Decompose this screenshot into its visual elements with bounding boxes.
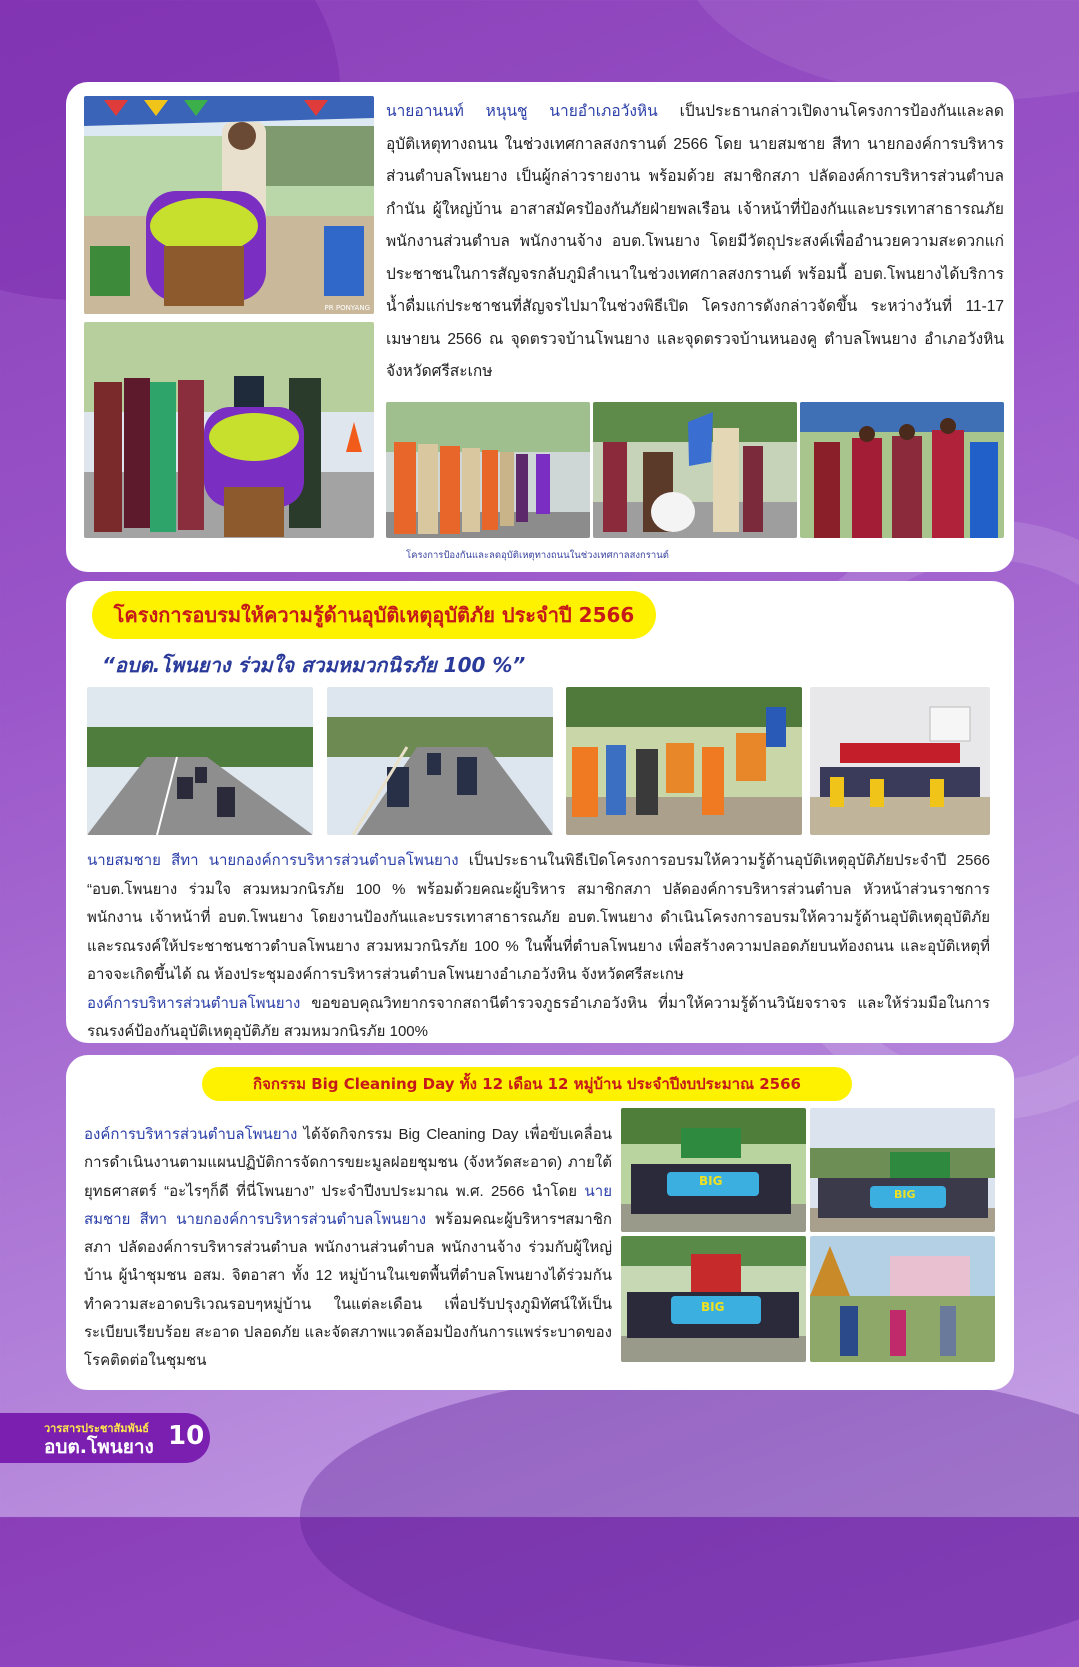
photo-participants-signs: [566, 687, 802, 835]
photo-podium-speech: [84, 96, 374, 314]
section1-paragraph: [386, 96, 1004, 389]
paragraph-text: พร้อมคณะผู้บริหารฯสมาชิกสภา ปลัดองค์การบริหารส่วนตำบล พนักงานส่วนตำบล พนักงานจ้าง ร่วมกับผู้ใหญ่บ้าน ผู้นำชุมชน อสม. จิตอาสา ทั้ง 12 หมู่บ้านในเขตพื้นที่ตำบลโพนยางได้ร่วมกันทำความสะอาดบริเวณรอบๆหมู่บ้าน ในแต่ละเดือน เพื่อปรับปรุงภูมิทัศน์ให้เป็นระเบียบเรียบร้อย สะอาด ปลอดภัย และจัดสภาพแวดล้อมป้องกันการแพร่ระบาดของโรคติดต่อในชุมชน: [84, 1210, 612, 1370]
photo-women-water: [800, 402, 1004, 538]
journal-label: วารสารประชาสัมพันธ์: [44, 1423, 149, 1435]
photo-motorcycle-parade: [87, 687, 313, 835]
section2-paragraph: [87, 847, 990, 1047]
highlight-name: นายอานนท์ หนุนชู นายอำเภอวังหิน: [386, 103, 658, 120]
photo-volunteers-line: [386, 402, 590, 538]
highlight-org: องค์การบริหารส่วนตำบลโพนยาง: [87, 994, 301, 1012]
org-name: อบต.โพนยาง: [44, 1436, 154, 1458]
section-subtitle: “อบต.โพนยาง ร่วมใจ สวมหมวกนิรภัย 100 %”: [102, 653, 526, 677]
photo-cleaning-group-3: [621, 1236, 806, 1362]
paragraph-text: เป็นประธานในพิธีเปิดโครงการอบรมให้ความรู้ด้านอุบัติเหตุอุบัติภัยประจำปี 2566 “อบต.โพนยาง ร่วมใจ สวมหมวกนิรภัย 100 % พร้อมด้วยคณะผู้บริหาร สมาชิกสภา ปลัดองค์การบริหารส่วนตำบล หัวหน้าส่วนราชการ พนักงาน เจ้าหน้าที่ อบต.โพนยาง โดยงานป้องกันและบรรเทาสาธารณภัย อบต.โพนยาง ดำเนินโครงการอบรมให้ความรู้ด้านอุบัติเหตุอุบัติภัย และรณรงค์ให้ประชาชนชาวตำบลโพนยาง สวมหมวกนิรภัย 100 % ในพื้นที่ตำบลโพนยาง เพื่อสร้างความปลอดภัยบนท้องถนน และอุบัติเหตุที่อาจจะเกิดขึ้นได้ ณ ห้องประชุมองค์การบริหารส่วนตำบลโพนยางอำเภอวังหิน จังหวัดศรีสะเกษ: [87, 852, 990, 983]
photo-sign-text: BIG: [701, 1300, 725, 1314]
page-number: 10: [168, 1421, 205, 1451]
paragraph-text: ขอขอบคุณวิทยากรจากสถานีตำรวจภูธรอำเภอวังหิน ที่มาให้ความรู้ด้านวินัยจราจร และให้ร่วมมือในการรณรงค์ป้องกันอุบัติเหตุอุบัติภัย สวมหมวกนิรภัย 100%: [87, 994, 990, 1040]
section-card-big-cleaning: [66, 1055, 1014, 1390]
photo-ceremony-group: [84, 322, 374, 538]
photo-cleaning-temple: [810, 1236, 995, 1362]
highlight-name: นายสมชาย สีทา นายกองค์การบริหารส่วนตำบลโพนยาง: [87, 852, 459, 869]
section3-paragraph: [84, 1121, 612, 1376]
photo-training-room: [810, 687, 990, 835]
paragraph-text: ได้จัดกิจกรรม Big Cleaning Day เพื่อขับเคลื่อนการดำเนินงานตามแผนปฏิบัติการจัดการขยะมูลฝอยชุมชน (จังหวัดสะอาด) ภายใต้ยุทธศาสตร์ “อะไรๆก็ดี ที่นี่โพนยาง” ประจำปีงบประมาณ พ.ศ. 2566 นำโดย: [84, 1126, 612, 1200]
photo-watermark: PR PONYANG: [324, 304, 370, 312]
highlight-org: องค์การบริหารส่วนตำบลโพนยาง: [84, 1126, 298, 1143]
paragraph-text: เป็นประธานกล่าวเปิดงานโครงการป้องกันและลดอุบัติเหตุทางถนน ในช่วงเทศกาลสงกรานต์ 2566 โดย นายสมชาย สีทา นายกองค์การบริหารส่วนตำบลโพนยาง เป็นผู้กล่าวรายงาน พร้อมด้วย สมาชิกสภา ปลัดองค์การบริหารส่วนตำบล กำนัน ผู้ใหญ่บ้าน อาสาสมัครป้องกันภัยฝ่ายพลเรือน เจ้าหน้าที่ป้องกันและบรรเทาสาธารณภัย พนักงานส่วนตำบล พนักงานจ้าง อบต.โพนยาง โดยมีวัตถุประสงค์เพื่ออำนวยความสะดวกแก่ประชาชนในการสัญจรกลับภูมิลำเนาในช่วงเทศกาลสงกรานต์ พร้อมนี้ อบต.โพนยางได้บริการน้ำดื่มแก่ประชาชนที่สัญจรไปมาในช่วงพิธีเปิด โครงการดังกล่าวจัดขึ้น ระหว่างวันที่ 11-17 เมษายน 2566 ณ จุดตรวจบ้านโพนยาง และจุดตรวจบ้านหนองคู ตำบลโพนยาง อำเภอวังหิน จังหวัดศรีสะเกษ: [386, 103, 1004, 380]
highlight-name: นายสมชาย สีทา นายกองค์การบริหารส่วนตำบลโพนยาง: [84, 1182, 612, 1228]
photo-motorcycle-riders: [327, 687, 553, 835]
photo-cleaning-group-1: [621, 1108, 806, 1232]
photo-sign-text: BIG: [699, 1174, 723, 1188]
section-card-songkran: [66, 82, 1014, 572]
section-banner: กิจกรรม Big Cleaning Day ทั้ง 12 เดือน 12 หมู่บ้าน ประจำปีงบประมาณ 2566: [202, 1067, 852, 1101]
photo-caption: โครงการป้องกันและลดอุบัติเหตุทางถนนในช่วงเทศกาลสงกรานต์: [406, 550, 669, 561]
section-card-helmet-training: [66, 581, 1014, 1043]
photo-cleaning-group-2: [810, 1108, 995, 1232]
background-shape: [300, 1367, 1079, 1667]
photo-water-distribution: [593, 402, 797, 538]
photo-sign-text: BIG: [894, 1188, 916, 1201]
section-banner: โครงการอบรมให้ความรู้ด้านอุบัติเหตุอุบัติภัย ประจำปี 2566: [92, 591, 656, 639]
